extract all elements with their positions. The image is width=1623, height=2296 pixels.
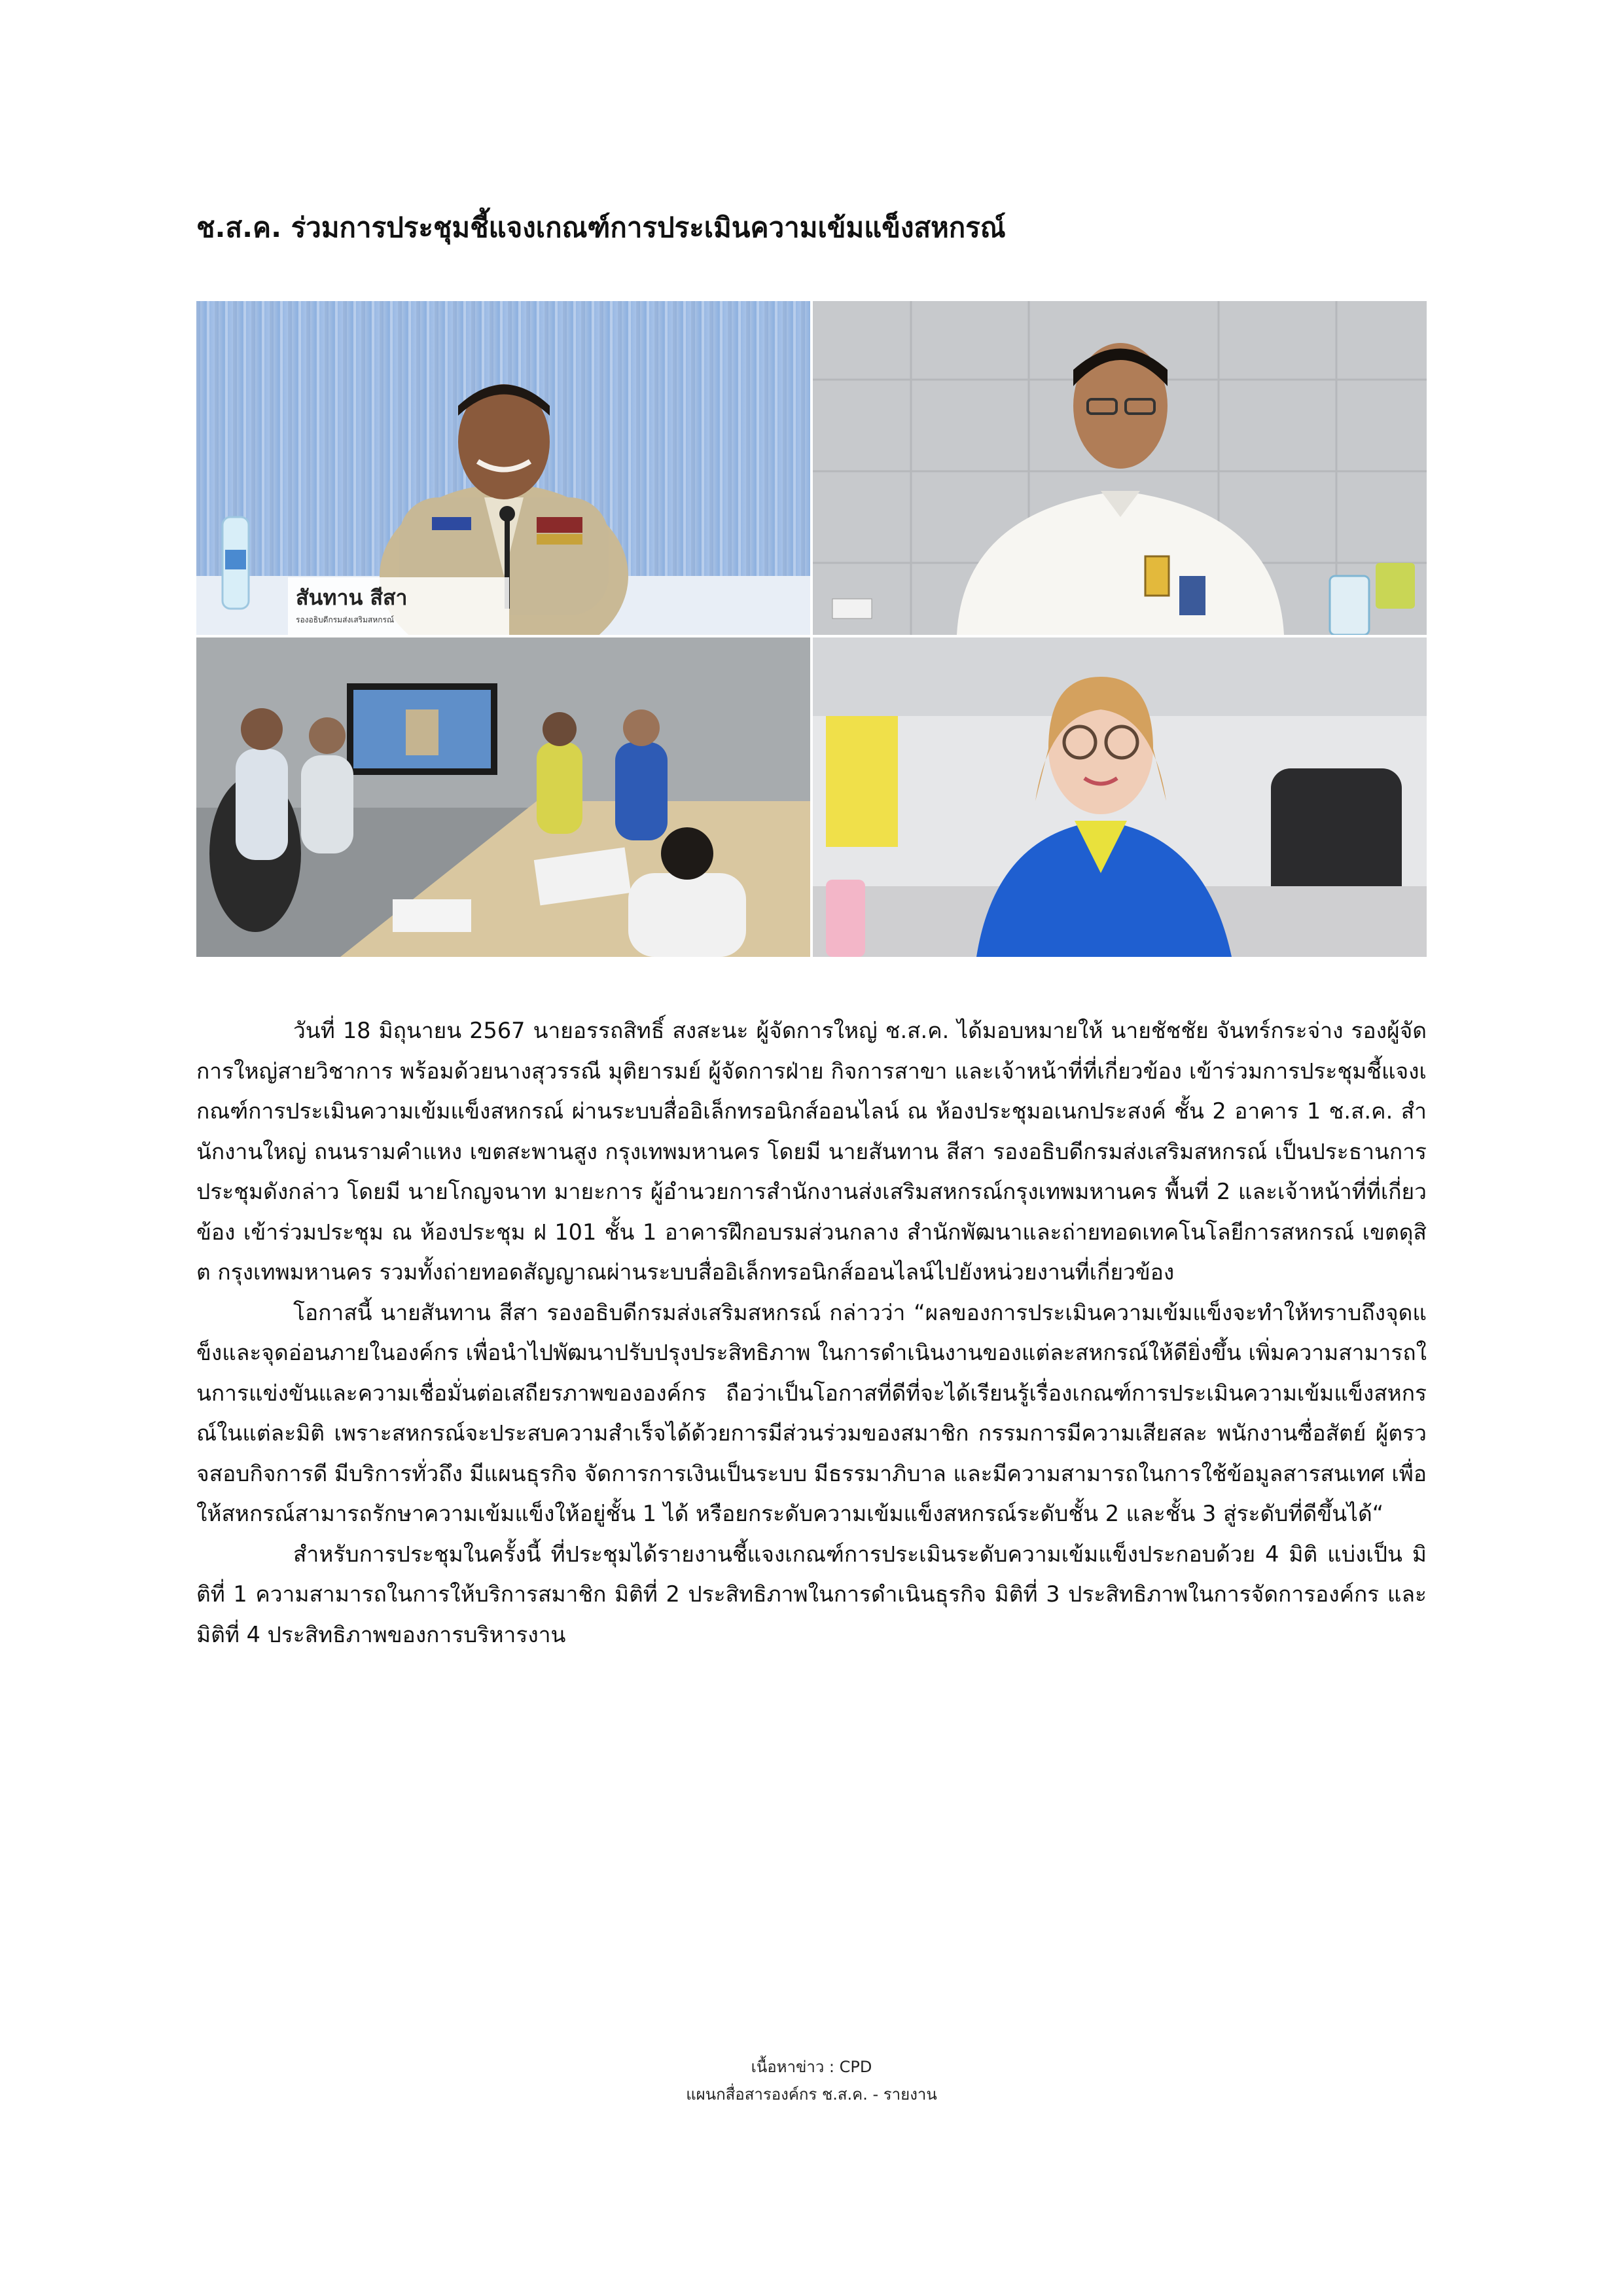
caption-name: สันทาน สีสา: [296, 585, 408, 610]
article-paragraph: วันที่ 18 มิถุนายน 2567 นายอรรถสิทธิ์ สงสะนะ ผู้จัดการใหญ่ ช.ส.ค. ได้มอบหมายให้ นายชัชชัย จันทร์กระจ่าง รองผู้จัดการใหญ่สายวิชาการ พร้อมด้วยนางสุวรรณี มุติยารมย์ ผู้จัดการฝ่าย กิจการสาขา และเจ้าหน้าที่ที่เกี่ยวข้อง เข้าร่วมการประชุมชี้แจงเกณฑ์การประเมินความเข้มแข็งสหกรณ์ ผ่านระบบสื่ออิเล็กทรอนิกส์ออนไลน์ ณ ห้องประชุมอเนกประสงค์ ชั้น 2 อาคาร 1 ช.ส.ค. สำนักงานใหญ่ ถนนรามคำแหง เขตสะพานสูง กรุงเทพมหานคร โดยมี นายสันทาน สีสา รองอธิบดีกรมส่งเสริมสหกรณ์ เป็นประธานการประชุมดังกล่าว โดยมี นายโกญจนาท มายะการ ผู้อำนวยการสำนักงานส่งเสริมสหกรณ์กรุงเทพมหานคร พื้นที่ 2 และเจ้าหน้าที่ที่เกี่ยวข้อง เข้าร่วมประชุม ณ ห้องประชุม ฝ 101 ชั้น 1 อาคารฝึกอบรมส่วนกลาง สำนักพัฒนาและถ่ายทอดเทคโนโลยีการสหกรณ์ เขตดุสิต กรุงเทพมหานคร รวมทั้งถ่ายทอดสัญญาณผ่านระบบสื่ออิเล็กทรอนิกส์ออนไลน์ไปยังหน่วยงานที่เกี่ยวข้อง: [196, 1018, 1427, 1285]
caption-position: รองอธิบดีกรมส่งเสริมสหกรณ์: [296, 615, 395, 624]
article-paragraph: สำหรับการประชุมในครั้งนี้ ที่ประชุมได้รายงานชี้แจงเกณฑ์การประเมินระดับความเข้มแข็งประกอบด้วย 4 มิติ แบ่งเป็น มิติที่ 1 ความสามารถในการให้บริการสมาชิก มิติที่ 2 ประสิทธิภาพในการดำเนินธุรกิจ มิติที่ 3 ประสิทธิภาพในการจัดการองค์กร และมิติที่ 4 ประสิทธิภาพของการบริหารงาน: [196, 1541, 1427, 1647]
photo-meeting-room-image: [196, 637, 810, 957]
photo-caption: [288, 577, 509, 635]
photo-department-manager-image: [813, 637, 1427, 957]
photo-meeting-room: [196, 637, 810, 957]
photo-presiding-official: [196, 301, 810, 635]
footer-source: เนื้อหาข่าว : CPD: [751, 2058, 872, 2076]
photo-collage: [196, 301, 1427, 957]
article-paragraph: โอกาสนี้ นายสันทาน สีสา รองอธิบดีกรมส่งเสริมสหกรณ์ กล่าวว่า “ผลของการประเมินความเข้มแข็งจะทำให้ทราบถึงจุดแข็งและจุดอ่อนภายในองค์กร เพื่อนำไปพัฒนาปรับปรุงประสิทธิภาพ ในการดำเนินงานของแต่ละสหกรณ์ให้ดียิ่งขึ้น เพิ่มความสามารถในการแข่งขันและความเชื่อมั่นต่อเสถียรภาพขององค์กร ถือว่าเป็นโอกาสที่ดีที่จะได้เรียนรู้เรื่องเกณฑ์การประเมินความเข้มแข็งสหกรณ์ในแต่ละมิติ เพราะสหกรณ์จะประสบความสำเร็จได้ด้วยการมีส่วนร่วมของสมาชิก กรรมการมีความเสียสละ พนักงานซื่อสัตย์ ผู้ตรวจสอบกิจการดี มีบริการทั่วถึง มีแผนธุรกิจ จัดการการเงินเป็นระบบ มีธรรมาภิบาล และมีความสามารถในการใช้ข้อมูลสารสนเทศ เพื่อให้สหกรณ์สามารถรักษาความเข้มแข็งให้อยู่ชั้น 1 ได้ หรือยกระดับความเข้มแข็งสหกรณ์ระดับชั้น 2 และชั้น 3 สู่ระดับที่ดีขึ้นได้“: [196, 1299, 1427, 1526]
photo-deputy-manager-image: [813, 301, 1427, 635]
photo-deputy-manager: [813, 301, 1427, 635]
footer-reporter: แผนกสื่อสารองค์กร ช.ส.ค. - รายงาน: [686, 2085, 937, 2104]
news-title: ช.ส.ค. ร่วมการประชุมชี้แจงเกณฑ์การประเมินความเข้มแข็งสหกรณ์: [196, 211, 1006, 243]
photo-department-manager: [813, 637, 1427, 957]
article-body: [196, 1011, 1427, 1655]
